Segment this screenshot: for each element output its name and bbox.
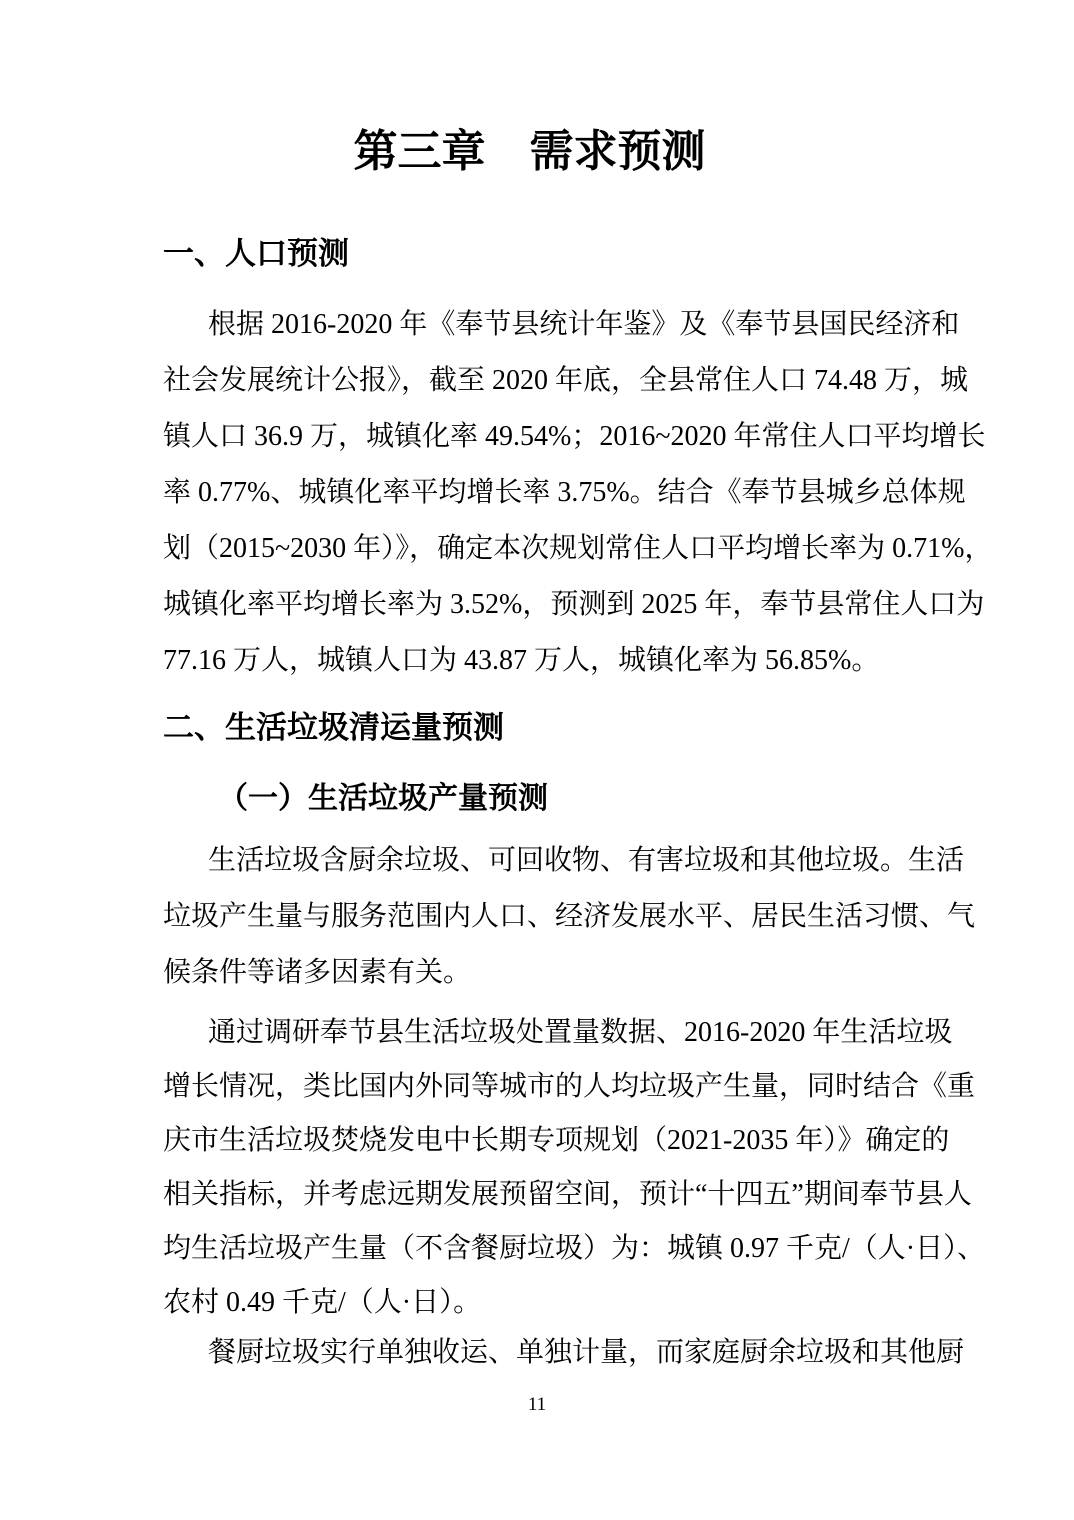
text-line: 根据 2016-2020 年《奉节县统计年鉴》及《奉节县国民经济和 xyxy=(208,309,960,340)
subsection-heading-waste-production: （一）生活垃圾产量预测 xyxy=(218,782,548,815)
text-line: 率 0.77%、城镇化率平均增长率 3.75%。结合《奉节县城乡总体规 xyxy=(163,477,966,508)
text-line: 候条件等诸多因素有关。 xyxy=(163,957,472,988)
text-line: 增长情况，类比国内外同等城市的人均垃圾产生量，同时结合《重 xyxy=(163,1071,976,1102)
section-heading-waste-forecast: 二、生活垃圾清运量预测 xyxy=(163,710,504,745)
paragraph-population xyxy=(163,297,993,689)
section-heading-population: 一、人口预测 xyxy=(163,236,349,271)
page-number: 11 xyxy=(527,1394,547,1415)
text-line: 餐厨垃圾实行单独收运、单独计量，而家庭厨余垃圾和其他厨 xyxy=(208,1337,965,1368)
text-line: 划（2015~2030 年）》，确定本次规划常住人口平均增长率为 0.71%， xyxy=(163,533,993,564)
text-line: 77.16 万人，城镇人口为 43.87 万人，城镇化率为 56.85%。 xyxy=(163,645,880,676)
text-line: 城镇化率平均增长率为 3.52%，预测到 2025 年，奉节县常住人口为 xyxy=(163,589,985,620)
text-line: 镇人口 36.9 万，城镇化率 49.54%；2016~2020 年常住人口平均增长 xyxy=(163,421,986,452)
text-line: 生活垃圾含厨余垃圾、可回收物、有害垃圾和其他垃圾。生活 xyxy=(208,845,965,876)
text-line: 均生活垃圾产生量（不含餐厨垃圾）为：城镇 0.97 千克/（人·日）、 xyxy=(163,1233,986,1264)
chapter-title: 第三章 需求预测 xyxy=(353,127,706,176)
text-line: 通过调研奉节县生活垃圾处置量数据、2016-2020 年生活垃圾 xyxy=(208,1017,953,1048)
text-line: 农村 0.49 千克/（人·日）。 xyxy=(163,1287,482,1318)
text-line: 社会发展统计公报》，截至 2020 年底，全县常住人口 74.48 万，城 xyxy=(163,365,969,396)
paragraph-kitchen-waste xyxy=(163,1326,965,1380)
paragraph-waste-factors xyxy=(163,833,976,1001)
text-line: 相关指标，并考虑远期发展预留空间，预计“十四五”期间奉节县人 xyxy=(163,1179,972,1210)
text-line: 庆市生活垃圾焚烧发电中长期专项规划（2021-2035 年）》确定的 xyxy=(163,1125,950,1156)
paragraph-waste-indicators xyxy=(163,1006,986,1330)
text-line: 垃圾产生量与服务范围内人口、经济发展水平、居民生活习惯、气 xyxy=(163,901,976,932)
